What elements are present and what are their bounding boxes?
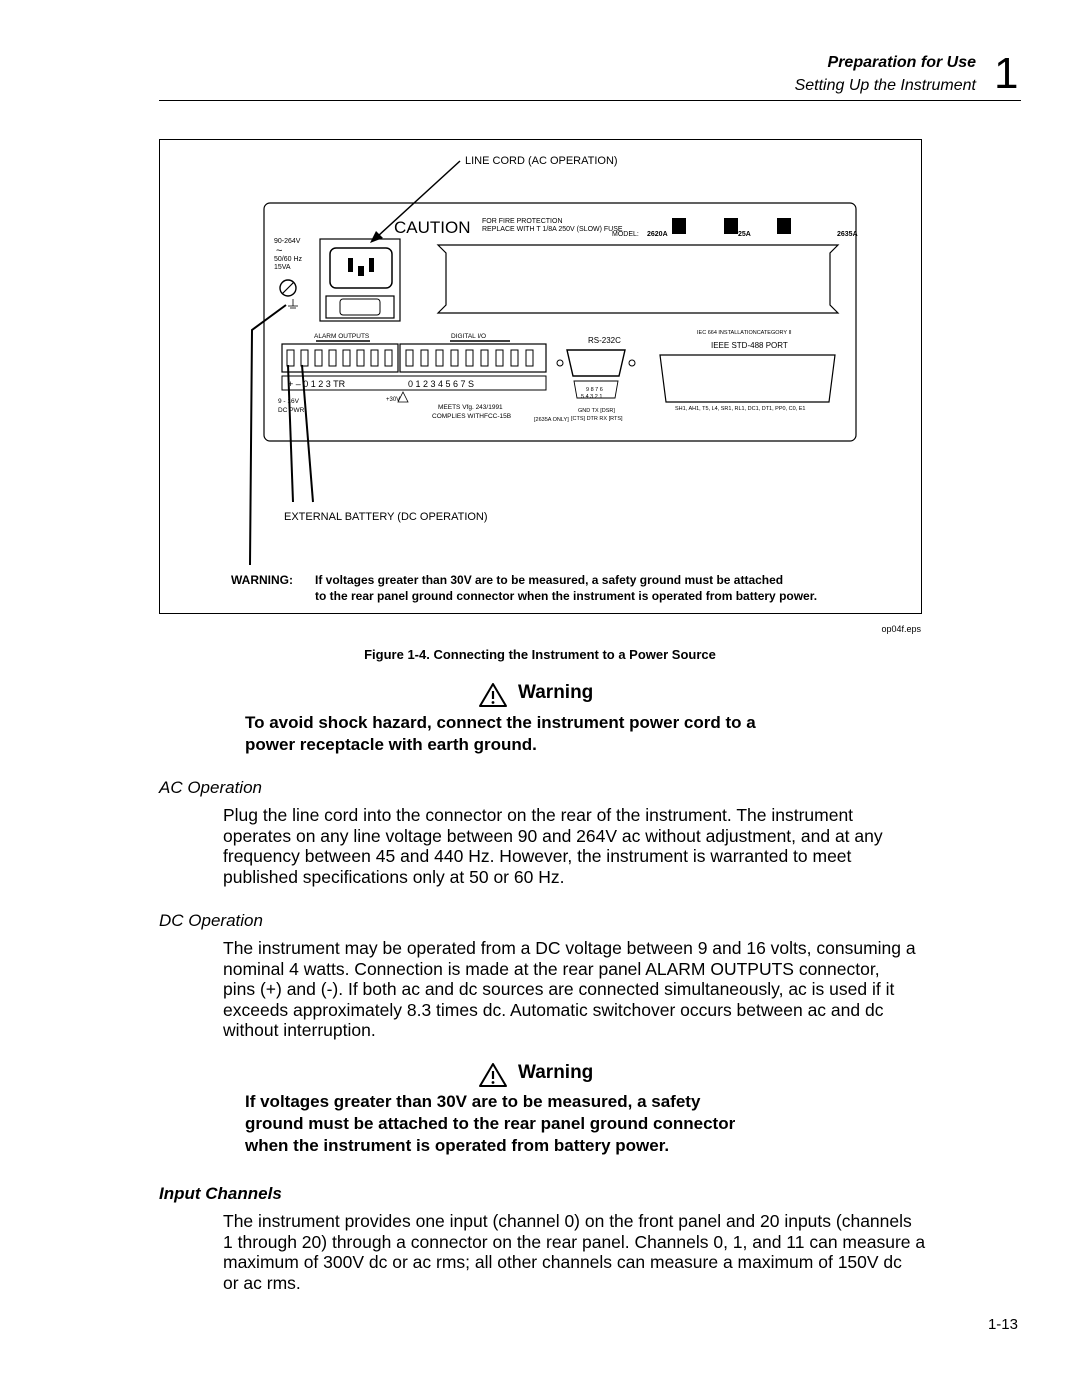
digital-pin-labels: 0 1 2 3 4 5 6 7 S <box>408 379 475 389</box>
warning-text-1 <box>245 712 756 756</box>
alarm-pin-labels: + – 0 1 2 3 TR <box>288 379 346 389</box>
ac-operation-text <box>223 805 1021 887</box>
alarm-terminal-block <box>282 344 398 372</box>
db9-bottom-pins: 5 4 3 2 1 <box>581 394 603 400</box>
model-box-1 <box>672 218 686 234</box>
figure-warning-label: WARNING: <box>231 573 293 587</box>
dc-line-5: without interruption. <box>223 1020 376 1040</box>
dc-pwr-label: DC PWR <box>278 407 305 414</box>
caution-label: CAUTION <box>394 218 471 237</box>
ieee488-connector <box>660 355 835 402</box>
alarm-outputs-label: ALARM OUTPUTS <box>314 333 370 340</box>
rs232-label: RS-232C <box>588 336 621 345</box>
warning-title-1: Warning <box>518 682 594 703</box>
ac-line-1: Plug the line cord into the connector on the rear of the instrument. The instrument <box>223 805 854 825</box>
input-channels-heading: Input Channels <box>159 1184 282 1203</box>
ac-operation-heading: AC Operation <box>159 778 262 797</box>
model-2625: 25A <box>738 231 751 238</box>
digital-io-label: DIGITAL I/O <box>451 333 487 340</box>
running-header-section: Preparation for Use <box>827 54 976 71</box>
input-line-4: or ac rms. <box>223 1272 301 1293</box>
input-line-2: 1 through 20) through a connector on the rear panel. Channels 0, 1, and 11 can measure a <box>223 1231 926 1252</box>
model-box-3 <box>777 218 791 234</box>
warning-1-line-1: To avoid shock hazard, connect the instrument power cord to a <box>245 713 756 732</box>
model-2635: 2635A <box>837 231 858 238</box>
db9-connector <box>567 350 625 376</box>
line-cord-label: LINE CORD (AC OPERATION) <box>465 155 618 167</box>
va-rating: 15VA <box>274 264 291 271</box>
power-entry-module <box>320 239 400 321</box>
dc-line-2: nominal 4 watts. Connection is made at the rear panel ALARM OUTPUTS connector, <box>223 958 880 979</box>
plus30v-label: +30V <box>386 397 401 403</box>
db9-pin-names-1: GND TX [DSR] <box>578 408 615 414</box>
ac-line-2: operates on any line voltage between 90 and 264V ac without adjustment, and at any <box>223 825 883 846</box>
meets-label: MEETS Vfg. 243/1991 <box>438 404 503 411</box>
ac-line-4: published specifications only at 50 or 60 Hz. <box>223 866 565 887</box>
page-number: 1-13 <box>987 1316 1018 1333</box>
fire-protection-line2: REPLACE WITH T 1/8A 250V (SLOW) FUSE <box>482 226 623 233</box>
iec-category-label: IEC 664 INSTALLATIONCATEGORY II <box>697 330 792 336</box>
header-rule <box>159 100 1021 101</box>
ieee-capabilities: SH1, AH1, T5, L4, SR1, RL1, DC1, DT1, PP0, C0, E1 <box>675 406 806 412</box>
ground-wire <box>250 305 286 565</box>
chapter-number: 1 <box>994 49 1019 98</box>
warning-text-2 <box>245 1091 735 1157</box>
only-2635-label: [2635A ONLY] <box>534 417 569 423</box>
warning-2-line-3: when the instrument is operated from battery power. <box>245 1136 670 1155</box>
fire-protection-line1: FOR FIRE PROTECTION <box>482 218 563 225</box>
ac-line-3: frequency between 45 and 440 Hz. However, the instrument is warranted to meet <box>223 846 852 866</box>
warning-1-line-2: power receptacle with earth ground. <box>245 735 537 754</box>
voltage-rating: 90-264V <box>274 238 301 245</box>
warning-2-line-1: If voltages greater than 30V are to be measured, a safety <box>245 1092 701 1111</box>
figure-warning-line-2: to the rear panel ground connector when the instrument is operated from battery power. <box>315 589 818 603</box>
model-box-2 <box>724 218 738 234</box>
digital-io-terminal-block <box>400 344 546 372</box>
dc-line-1: The instrument may be operated from a DC voltage between 9 and 16 volts, consuming a <box>223 938 916 958</box>
figure-caption: Figure 1-4. Connecting the Instrument to a Power Source <box>364 647 716 662</box>
external-battery-label: EXTERNAL BATTERY (DC OPERATION) <box>284 511 488 523</box>
input-channels-text <box>223 1211 1021 1293</box>
ac-tilde-icon: ~ <box>276 245 283 257</box>
warning-title-2: Warning <box>518 1062 594 1083</box>
running-header-subsection: Setting Up the Instrument <box>794 77 976 94</box>
input-line-1: The instrument provides one input (channel 0) on the front panel and 20 inputs (channels <box>223 1211 912 1231</box>
db9-top-pins: 9 8 7 6 <box>586 387 603 393</box>
warning-2-line-2: ground must be attached to the rear panel ground connector <box>245 1114 736 1133</box>
frequency-rating: 50/60 Hz <box>274 256 303 263</box>
figure-frame <box>159 139 922 614</box>
rear-panel-diagram <box>160 140 923 615</box>
model-label: MODEL: <box>612 231 639 238</box>
dc-line-3: pins (+) and (-). If both ac and dc sources are connected simultaneously, ac is used if it <box>223 979 895 999</box>
ieee-port-label: IEEE STD-488 PORT <box>711 341 788 350</box>
dc-range-label: 9 - 16V <box>278 398 299 405</box>
dc-line-4: exceeds approximately 8.3 times dc. Automatic switchover occurs between ac and dc <box>223 999 884 1020</box>
input-line-3: maximum of 300V dc or ac rms; all other channels can measure a maximum of 150V dc <box>223 1252 902 1272</box>
warning-triangle-icon <box>478 682 508 708</box>
option-slot <box>438 245 838 313</box>
db9-pin-names-2: [CTS] DTR RX [RTS] <box>571 416 623 422</box>
figure-file-name: op04f.eps <box>881 624 921 634</box>
model-2620: 2620A <box>647 231 668 238</box>
warning-triangle-icon <box>478 1062 508 1088</box>
dc-operation-heading: DC Operation <box>159 911 263 930</box>
dc-operation-text <box>223 938 1021 1041</box>
complies-label: COMPLIES WITHFCC-15B <box>432 413 512 420</box>
figure-warning-line-1: If voltages greater than 30V are to be measured, a safety ground must be attached <box>315 573 784 587</box>
